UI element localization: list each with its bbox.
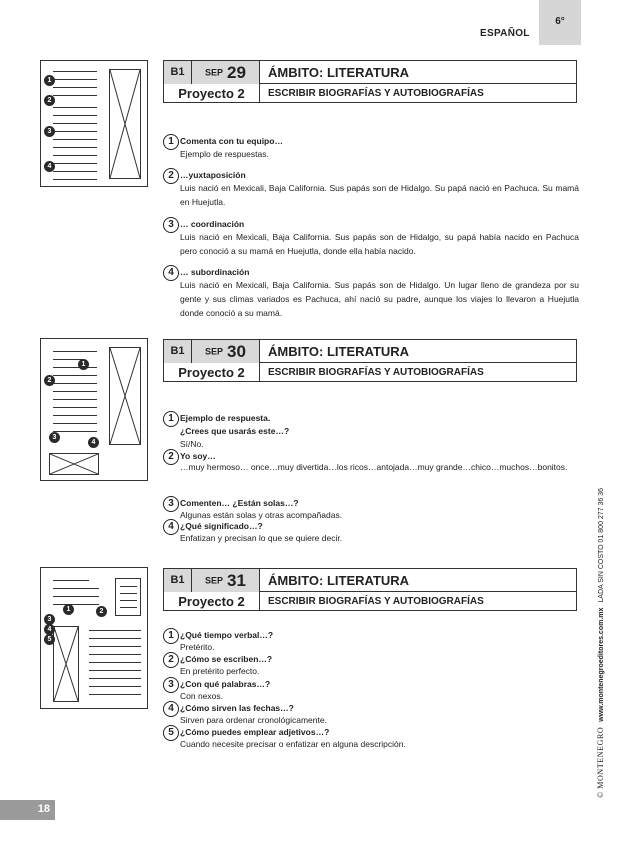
grade-label: 6° — [555, 16, 565, 27]
item-answer: Luis nació en Mexicali, Baja California. Sus papás son de Hidalgo. Su papá nació en Pachuca. Su mamá en Huejutla. — [180, 183, 579, 207]
item-number: 2 — [163, 449, 179, 465]
item-number: 3 — [163, 496, 179, 512]
answer-item — [163, 449, 579, 489]
lesson-date — [192, 340, 260, 363]
item-question: ¿Qué significado…? — [180, 521, 263, 531]
thumb-marker: 2 — [44, 375, 55, 386]
text-box — [115, 578, 141, 616]
item-question: ¿Cómo se escriben…? — [180, 654, 273, 664]
publisher-brand: © MONTENEGRO — [596, 726, 605, 798]
item-answer: Cuando necesite precisar o enfatizar en alguna descripción. — [180, 739, 406, 749]
item-answer: Con nexos. — [180, 691, 223, 701]
item-answer: Luis nació en Mexicali, Baja California. Sus papás son de Hidalgo, su papá había nacido en Pachuca pero conoció a su mamá en Huejutla, donde ella había nacido. — [180, 232, 579, 256]
item-number: 4 — [163, 519, 179, 535]
publisher-website: www.montenegroeditores.com.mx — [598, 607, 605, 722]
item-question: Ejemplo de respuesta. — [180, 413, 271, 423]
lesson-date — [192, 569, 260, 592]
thumb-marker: 3 — [44, 126, 55, 137]
answer-item — [163, 701, 579, 727]
page-number-tab — [0, 800, 55, 820]
item-answer: Sirven para ordenar cronológicamente. — [180, 715, 327, 725]
image-placeholder-icon — [53, 626, 79, 702]
item-number: 2 — [163, 652, 179, 668]
item-question: … coordinación — [180, 219, 245, 229]
ambito-label: ÁMBITO: LITERATURA — [268, 65, 410, 80]
date-day: 30 — [227, 342, 246, 362]
thumb-marker: 1 — [78, 359, 89, 370]
item-answer: Ejemplo de respuestas. — [180, 149, 269, 159]
item-number: 4 — [163, 701, 179, 717]
item-question: … subordinación — [180, 267, 250, 277]
item-number: 3 — [163, 217, 179, 233]
item-question: ¿Crees que usarás este…? — [180, 426, 290, 436]
date-month: SEP — [205, 67, 224, 78]
lesson-header — [163, 568, 577, 611]
project-label: Proyecto 2 — [164, 363, 260, 382]
item-question: ¿Con qué palabras…? — [180, 679, 271, 689]
item-answer: En pretérito perfecto. — [180, 666, 260, 676]
block-label: B1 — [164, 340, 192, 363]
item-number: 5 — [163, 725, 179, 741]
lesson-date — [192, 61, 260, 84]
page-thumbnail — [40, 567, 148, 709]
answer-item — [163, 411, 579, 451]
answer-item — [163, 519, 579, 545]
publisher-phone: LADA SIN COSTO 01 800 277 36 36 — [598, 487, 605, 603]
item-number: 1 — [163, 134, 179, 150]
item-question: …yuxtaposición — [180, 170, 246, 180]
item-question: ¿Qué tiempo verbal…? — [180, 630, 274, 640]
thumb-marker: 4 — [88, 437, 99, 448]
ambito-label: ÁMBITO: LITERATURA — [268, 344, 410, 359]
item-question: ¿Cómo sirven las fechas…? — [180, 703, 294, 713]
item-question: ¿Cómo puedes emplear adjetivos…? — [180, 727, 330, 737]
image-placeholder-icon — [49, 453, 99, 475]
image-placeholder-icon — [109, 347, 141, 445]
date-day: 29 — [227, 63, 246, 83]
item-answer: …muy hermoso… once…muy divertida…los ricos…antojada…muy grande…chico…muchos…bonitos. — [180, 462, 568, 472]
project-title: ESCRIBIR BIOGRAFÍAS Y AUTOBIOGRAFÍAS — [268, 596, 484, 607]
project-title: ESCRIBIR BIOGRAFÍAS Y AUTOBIOGRAFÍAS — [268, 367, 484, 378]
project-label: Proyecto 2 — [164, 84, 260, 103]
thumb-marker: 2 — [44, 95, 55, 106]
item-answer: Sí/No. — [180, 439, 204, 449]
thumb-marker: 3 — [44, 614, 55, 625]
project-title: ESCRIBIR BIOGRAFÍAS Y AUTOBIOGRAFÍAS — [268, 88, 484, 99]
item-number: 3 — [163, 677, 179, 693]
answer-item — [163, 628, 579, 654]
item-number: 1 — [163, 411, 179, 427]
answer-item — [163, 134, 579, 162]
lesson-header — [163, 60, 577, 103]
grade-tab — [539, 0, 581, 45]
item-number: 2 — [163, 168, 179, 184]
date-month: SEP — [205, 346, 224, 357]
thumb-marker: 4 — [44, 624, 55, 635]
publisher-sidebar — [596, 468, 605, 798]
thumb-marker: 1 — [44, 75, 55, 86]
page-thumbnail — [40, 338, 148, 481]
image-placeholder-icon — [109, 69, 141, 179]
item-number: 4 — [163, 265, 179, 281]
answer-item — [163, 168, 579, 212]
answer-item — [163, 725, 579, 751]
thumb-marker: 4 — [44, 161, 55, 172]
thumb-marker: 3 — [49, 432, 60, 443]
answer-item — [163, 217, 579, 261]
item-answer: Pretérito. — [180, 642, 215, 652]
lesson-header — [163, 339, 577, 382]
item-answer: Luis nació en Mexicali, Baja California. Sus papás son de Hidalgo. Un lugar lleno de grandeza por su gente y sus climas variados es Pachuca, ahí nació su padre, aunque los viajes lo llevaron a Huejutla donde conoció a su mamá. — [180, 280, 579, 318]
subject-label: ESPAÑOL — [480, 28, 530, 39]
answer-item — [163, 677, 579, 703]
page-thumbnail — [40, 60, 148, 187]
thumb-marker: 2 — [96, 606, 107, 617]
project-label: Proyecto 2 — [164, 592, 260, 611]
block-label: B1 — [164, 569, 192, 592]
item-question: Comenten… ¿Están solas…? — [180, 498, 299, 508]
page-number: 18 — [37, 803, 50, 815]
item-answer: Algunas están solas y otras acompañadas. — [180, 510, 343, 520]
answer-item — [163, 265, 579, 323]
block-label: B1 — [164, 61, 192, 84]
item-question: Yo soy… — [180, 451, 216, 461]
date-day: 31 — [227, 571, 246, 591]
thumb-marker: 5 — [44, 634, 55, 645]
item-question: Comenta con tu equipo… — [180, 136, 283, 146]
thumb-marker: 1 — [63, 604, 74, 615]
ambito-label: ÁMBITO: LITERATURA — [268, 573, 410, 588]
item-number: 1 — [163, 628, 179, 644]
item-answer: Enfatizan y precisan lo que se quiere decir. — [180, 533, 343, 543]
answer-item — [163, 652, 579, 678]
date-month: SEP — [205, 575, 224, 586]
